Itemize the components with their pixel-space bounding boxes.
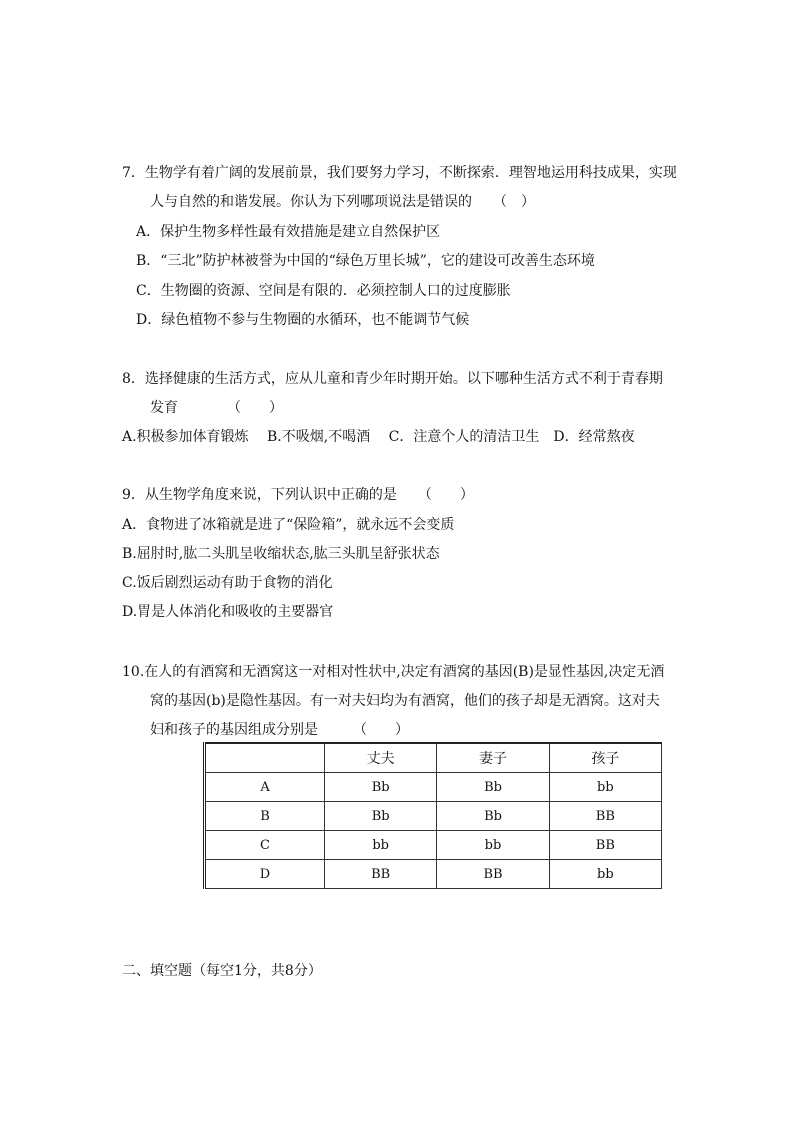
table-header-cell: 孩子 bbox=[549, 743, 661, 773]
table-cell: Bb bbox=[437, 802, 549, 831]
q7-option-a: A．保护生物多样性最有效措施是建立自然保护区 bbox=[136, 224, 441, 240]
table-cell: BB bbox=[437, 860, 549, 889]
q9-option-b: B.屈肘时,肱二头肌呈收缩状态,肱三头肌呈舒张状态 bbox=[122, 546, 440, 562]
q8-options: A.积极参加体育锻炼 B.不吸烟,不喝酒 C．注意个人的清洁卫生 D．经常熬夜 bbox=[122, 429, 635, 445]
table-cell: D bbox=[205, 860, 325, 889]
q9-option-d: D.胃是人体消化和吸收的主要器官 bbox=[122, 604, 334, 620]
q10-stem-line2: 窝的基因(b)是隐性基因。有一对夫妇均为有酒窝，他们的孩子却是无酒窝。这对夫 bbox=[150, 693, 660, 709]
q10-stem-line3: 妇和孩子的基因组成分别是 （ ） bbox=[150, 722, 409, 738]
q8-stem-line2: 发育 （ ） bbox=[150, 400, 283, 416]
table-cell: Bb bbox=[325, 802, 437, 831]
table-row bbox=[205, 773, 662, 802]
q7-stem-line2: 人与自然的和谐发展。你认为下列哪项说法是错误的 （ ） bbox=[150, 194, 535, 210]
q10-stem-line1: 10.在人的有酒窝和无酒窝这一对相对性状中,决定有酒窝的基因(B)是显性基因,决定无酒 bbox=[122, 664, 665, 680]
q7-stem-line1: 7．生物学有着广阔的发展前景，我们要努力学习，不断探索．理智地运用科技成果，实现 bbox=[122, 165, 677, 181]
table-row bbox=[205, 802, 662, 831]
table-cell: bb bbox=[325, 831, 437, 860]
table-cell: C bbox=[205, 831, 325, 860]
table-cell: A bbox=[205, 773, 325, 802]
table-header-cell: 丈夫 bbox=[325, 743, 437, 773]
q9-stem: 9．从生物学角度来说，下列认识中正确的是 （ ） bbox=[122, 487, 474, 503]
q7-option-b: B．“三北”防护林被誉为中国的“绿色万里长城”，它的建设可改善生态环境 bbox=[136, 253, 595, 269]
q9-option-c: C.饭后剧烈运动有助于食物的消化 bbox=[122, 575, 333, 591]
q7-option-d: D．绿色植物不参与生物圈的水循环，也不能调节气候 bbox=[136, 312, 470, 328]
table-row bbox=[205, 860, 662, 889]
q8-stem-line1: 8．选择健康的生活方式，应从儿童和青少年时期开始。以下哪种生活方式不利于青春期 bbox=[122, 371, 663, 387]
table-cell: BB bbox=[549, 802, 661, 831]
table-header-row bbox=[205, 743, 662, 773]
table-cell: B bbox=[205, 802, 325, 831]
table-cell: bb bbox=[549, 860, 661, 889]
q7-option-c: C．生物圈的资源、空间是有限的．必须控制人口的过度膨胀 bbox=[136, 283, 511, 299]
table-cell: bb bbox=[437, 831, 549, 860]
q9-option-a: A．食物进了冰箱就是进了“保险箱”，就永远不会变质 bbox=[122, 517, 455, 533]
gene-table bbox=[203, 742, 662, 889]
table-row bbox=[205, 831, 662, 860]
table-cell: Bb bbox=[325, 773, 437, 802]
table-cell: BB bbox=[549, 831, 661, 860]
table-header-cell bbox=[205, 743, 325, 773]
section-heading: 二、填空题（每空1分，共8分） bbox=[122, 963, 322, 979]
table-cell: BB bbox=[325, 860, 437, 889]
table-cell: bb bbox=[549, 773, 661, 802]
table-header-cell: 妻子 bbox=[437, 743, 549, 773]
table-cell: Bb bbox=[437, 773, 549, 802]
